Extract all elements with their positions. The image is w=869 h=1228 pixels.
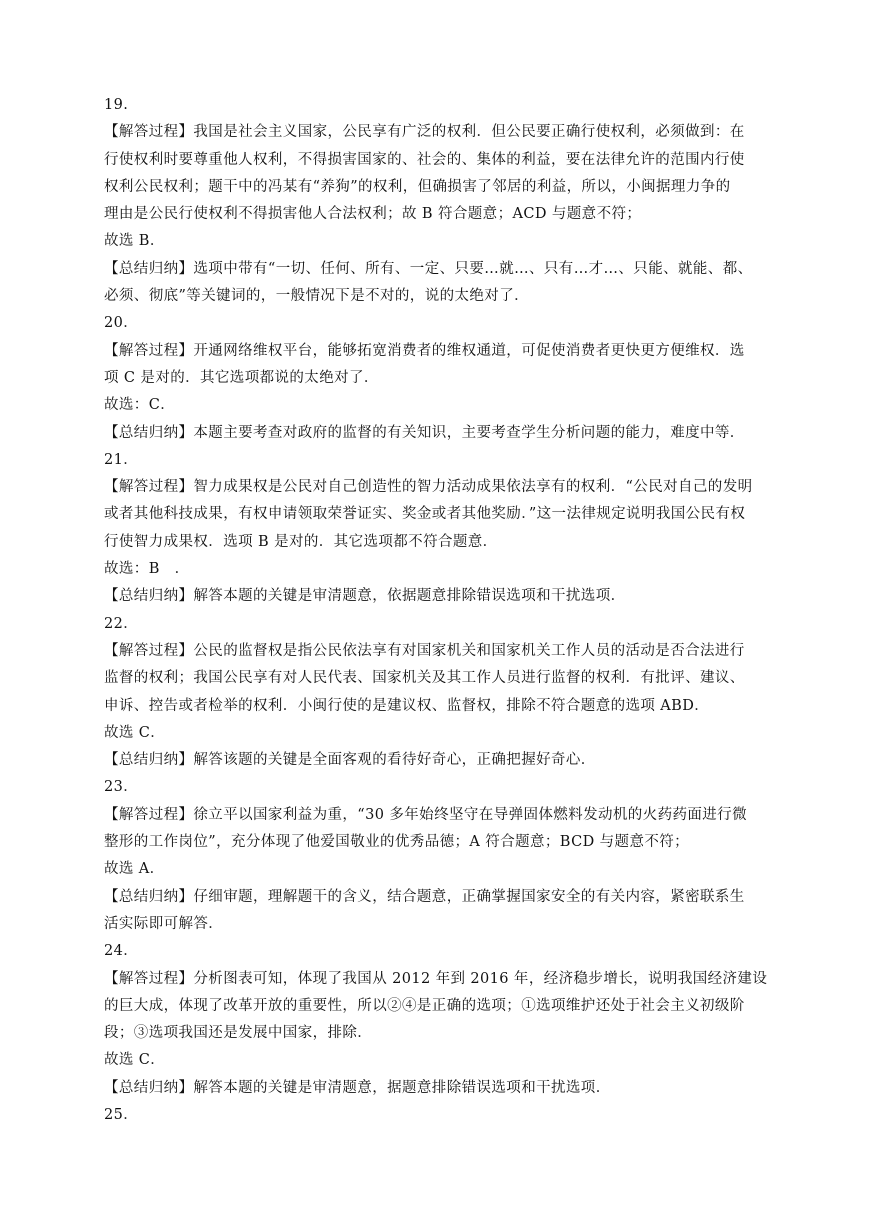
question-number-20: 20． (104, 315, 139, 332)
question-number-23: 23． (104, 779, 139, 796)
solution-process-20-line-1: 【解答过程】开通网络维权平台，能够拓宽消费者的维权通道，可促使消费者更快更方便维权．选 (104, 342, 745, 359)
answer-24: 故选 C． (104, 1052, 166, 1069)
answer-23: 故选 A． (104, 861, 165, 878)
solution-process-23-line-2: 整形的工作岗位”，充分体现了他爱国敬业的优秀品德；A 符合题意；BCD 与题意不符； (104, 834, 690, 851)
summary-19-line-2: 必须、彻底”等关键词的，一般情况下是不对的，说的太绝对了． (104, 288, 530, 305)
question-number-24: 24． (104, 943, 139, 960)
solution-process-22-line-2: 监督的权利；我国公民享有对人民代表、国家机关及其工作人员进行监督的权利．有批评、建议、 (104, 670, 745, 687)
solution-process-22-line-3: 申诉、控告或者检举的权利．小闽行使的是建议权、监督权，排除不符合题意的选项 ABD． (104, 697, 710, 714)
solution-process-20-line-2: 项 C 是对的．其它选项都说的太绝对了． (104, 369, 379, 386)
question-number-21: 21． (104, 451, 139, 468)
solution-process-23-line-1: 【解答过程】徐立平以国家利益为重，“30 多年始终坚守在导弹固体燃料发动机的火药药面进行微 (104, 806, 747, 823)
solution-process-24-line-2: 的巨大成，体现了改革开放的重要性，所以②④是正确的选项；①选项维护还处于社会主义初级阶 (104, 997, 745, 1014)
solution-process-19-line-3: 权利公民权利；题干中的冯某有“养狗”的权利，但确损害了邻居的利益，所以，小闽据理力争的 (104, 178, 731, 195)
solution-process-21-line-2: 或者其他科技成果，有权申请领取荣誉证实、奖金或者其他奖励．”这一法律规定说明我国公民有权 (104, 506, 746, 523)
summary-23-line-2: 活实际即可解答． (104, 915, 224, 932)
answer-22: 故选 C． (104, 724, 166, 741)
solution-process-22-line-1: 【解答过程】公民的监督权是指公民依法享有对国家机关和国家机关工作人员的活动是否合法进行 (104, 642, 745, 659)
solution-process-19-line-2: 行使权利时要尊重他人权利，不得损害国家的、社会的、集体的利益，要在法律允许的范围内行使 (104, 151, 745, 168)
solution-process-21-line-1: 【解答过程】智力成果权是公民对自己创造性的智力活动成果依法享有的权利．“公民对自己的发明 (104, 479, 753, 496)
solution-process-24-line-3: 段；③选项我国还是发展中国家，排除． (104, 1025, 373, 1042)
answer-21: 故选：B ． (104, 561, 190, 578)
solution-process-21-line-3: 行使智力成果权．选项 B 是对的．其它选项都不符合题意． (104, 533, 498, 550)
summary-24: 【总结归纳】解答本题的关键是审清题意，据题意排除错误选项和干扰选项． (104, 1079, 611, 1096)
solution-process-19-line-4: 理由是公民行使权利不得损害他人合法权利；故 B 符合题意；ACD 与题意不符； (104, 206, 642, 223)
summary-21: 【总结归纳】解答本题的关键是审清题意，依据题意排除错误选项和干扰选项． (104, 588, 626, 605)
question-number-19: 19. (104, 97, 129, 113)
summary-23-line-1: 【总结归纳】仔细审题，理解题干的含义，结合题意，正确掌握国家安全的有关内容，紧密联系生 (104, 888, 745, 905)
question-number-25: 25． (104, 1106, 139, 1123)
answer-19: 故选 B． (104, 233, 165, 250)
summary-20: 【总结归纳】本题主要考查对政府的监督的有关知识，主要考查学生分析问题的能力，难度中等． (104, 424, 745, 441)
answer-20: 故选：C． (104, 397, 176, 414)
solution-process-24-line-1: 【解答过程】分析图表可知，体现了我国从 2012 年到 2016 年，经济稳步增长，说明我国经济建设 (104, 970, 768, 987)
solution-process-19-line-1: 【解答过程】我国是社会主义国家，公民享有广泛的权利．但公民要正确行使权利，必须做到：在 (104, 124, 745, 141)
summary-19-line-1: 【总结归纳】选项中带有“一切、任何、所有、一定、只要…就…、只有…才…、只能、就能、都、 (104, 260, 753, 277)
document-page (104, 92, 769, 1129)
summary-22: 【总结归纳】解答该题的关键是全面客观的看待好奇心，正确把握好奇心． (104, 752, 596, 769)
question-number-22: 22． (104, 615, 139, 632)
